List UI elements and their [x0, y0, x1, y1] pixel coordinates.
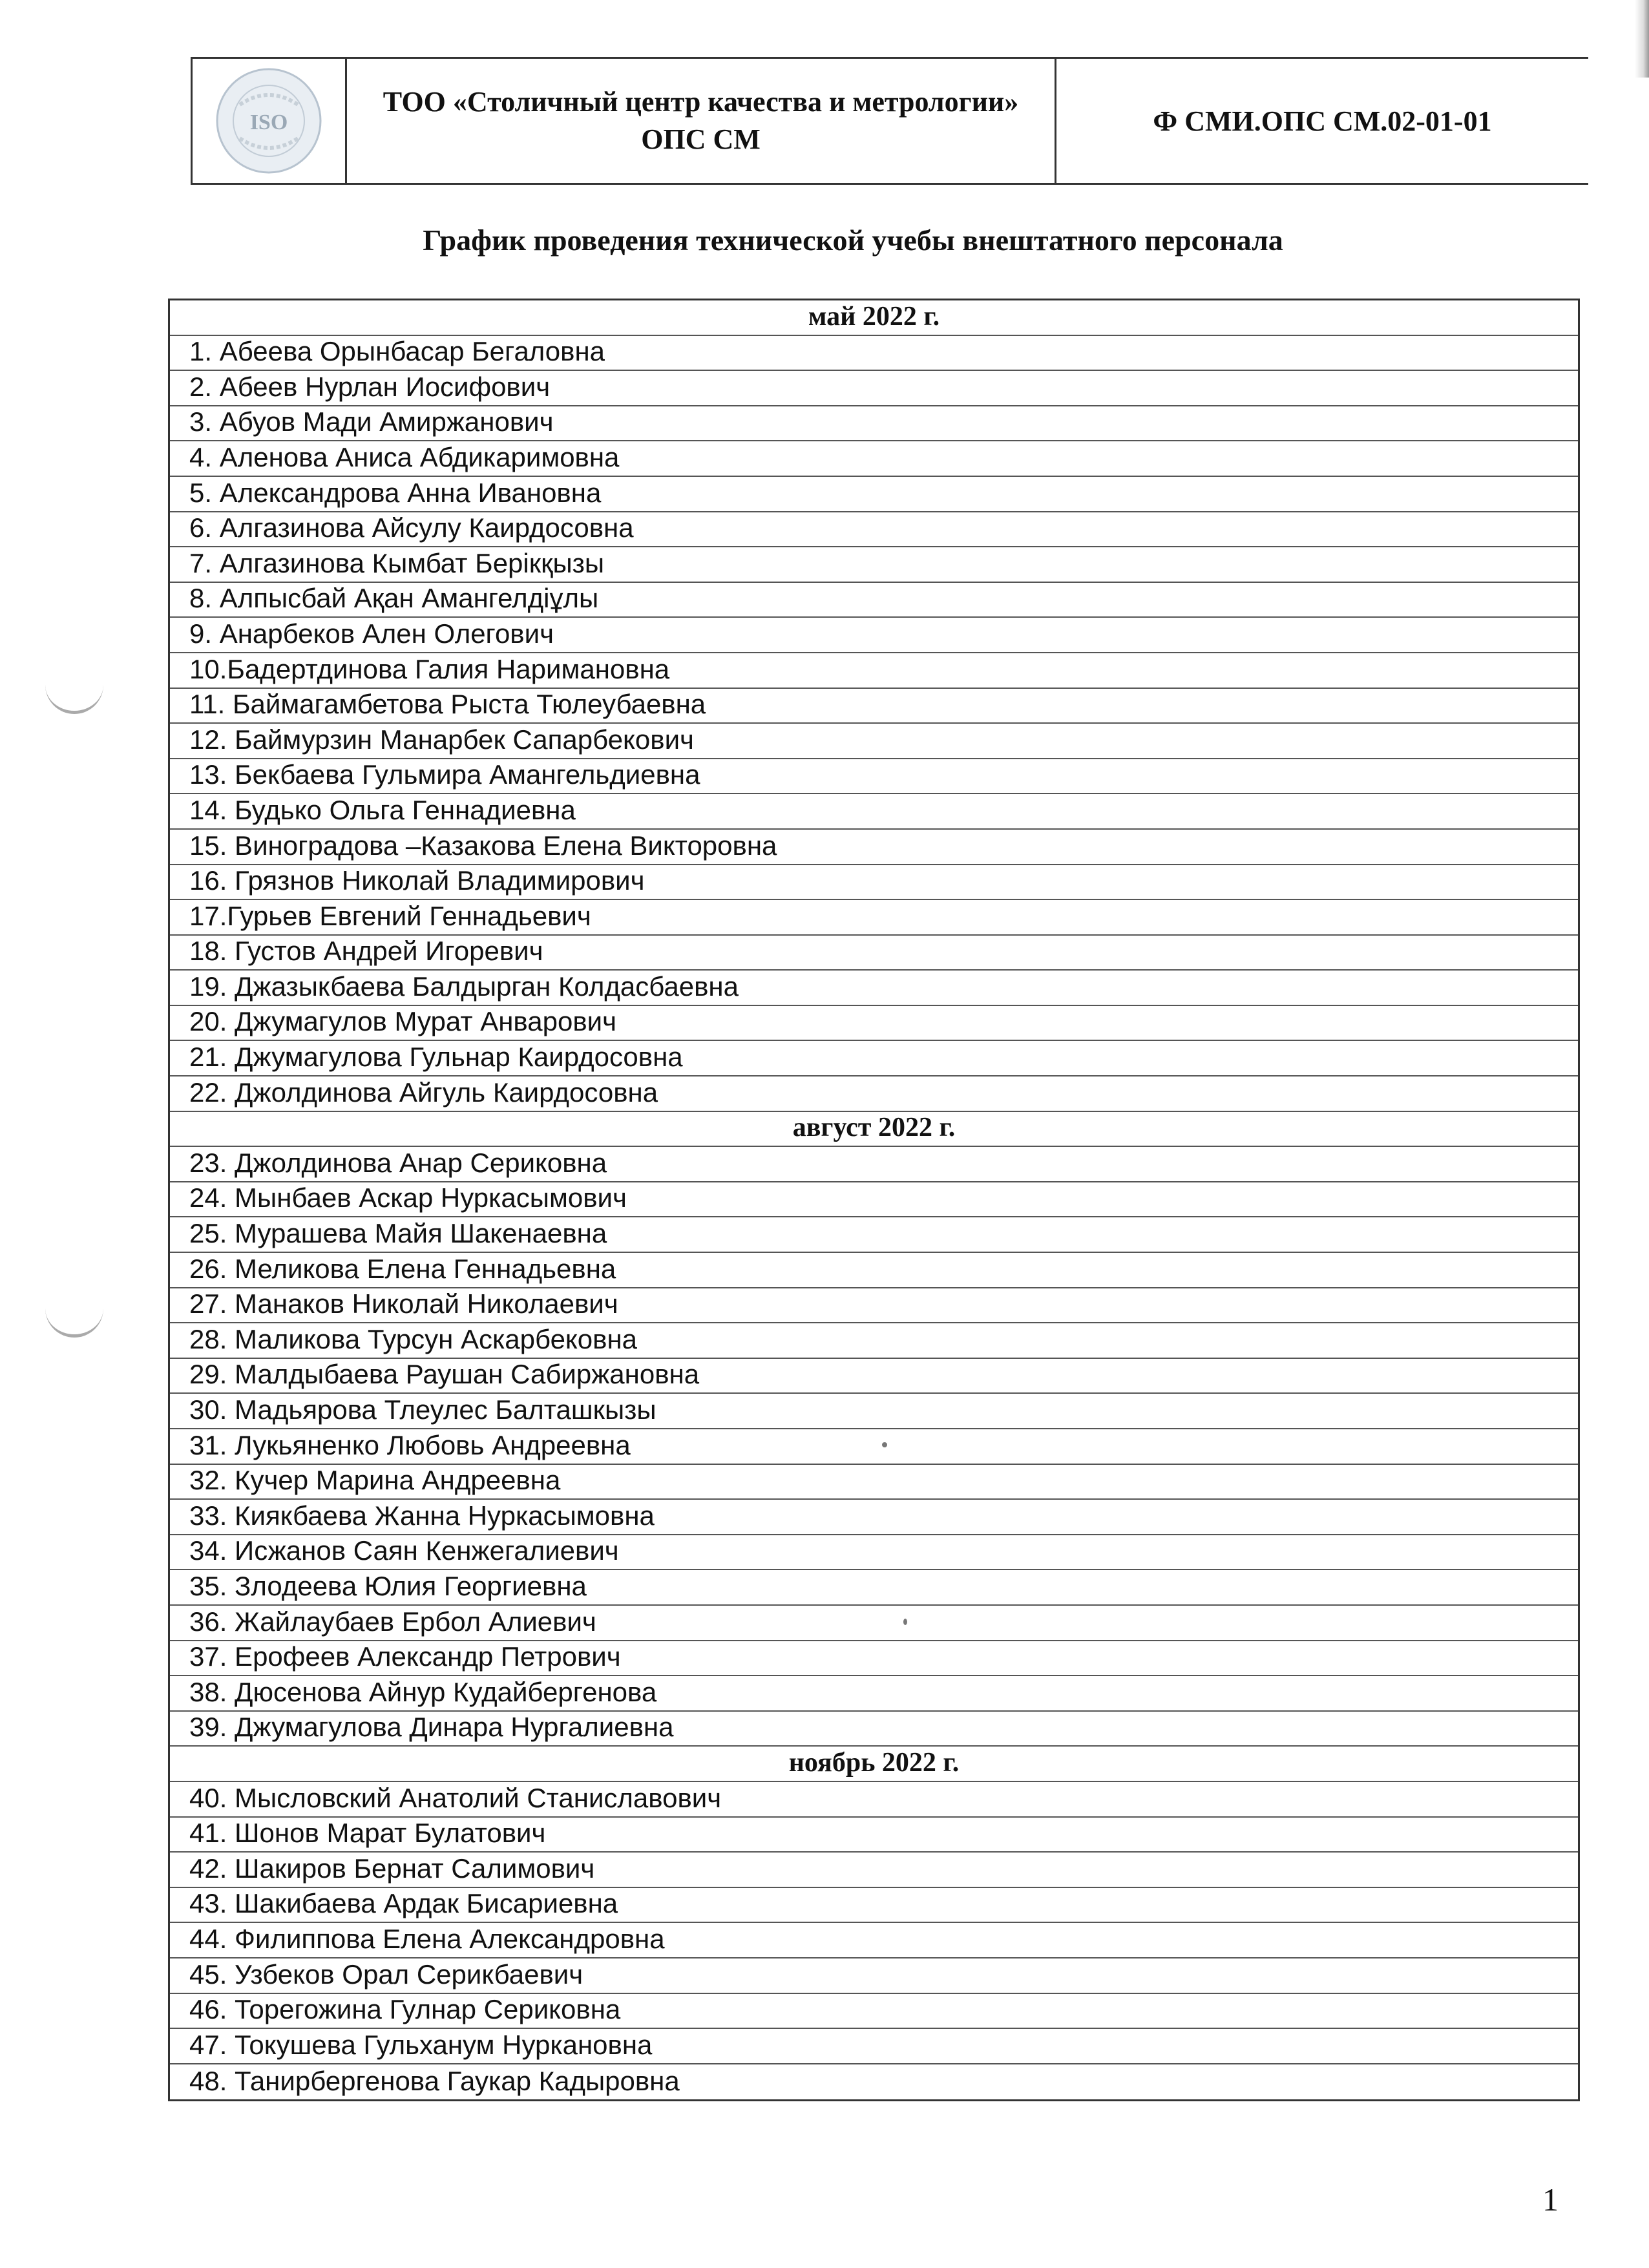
table-row: 27. Манаков Николай Николаевич: [170, 1288, 1578, 1324]
table-row: 25. Мурашева Майя Шакенаевна: [170, 1217, 1578, 1253]
table-row: 12. Баймурзин Манарбек Сапарбекович: [170, 724, 1578, 759]
table-row: 38. Дюсенова Айнур Кудайбергенова: [170, 1676, 1578, 1712]
table-row: 34. Исжанов Саян Кенжегалиевич: [170, 1535, 1578, 1571]
table-row: 44. Филиппова Елена Александровна: [170, 1923, 1578, 1958]
table-row: 10.Бадертдинова Галия Наримановна: [170, 653, 1578, 689]
table-row: 33. Киякбаева Жанна Нуркасымовна: [170, 1500, 1578, 1535]
scan-speck: [882, 1442, 887, 1447]
table-row: 4. Аленова Аниса Абдикаримовна: [170, 441, 1578, 477]
table-row: 39. Джумагулова Динара Нургалиевна: [170, 1712, 1578, 1747]
table-row: 32. Кучер Марина Андреевна: [170, 1465, 1578, 1500]
organization-unit: ОПС СМ: [641, 123, 761, 155]
table-row: 13. Бекбаева Гульмира Амангельдиевна: [170, 759, 1578, 795]
table-row: 17.Гурьев Евгений Геннадьевич: [170, 900, 1578, 936]
month-section-header: август 2022 г.: [170, 1112, 1578, 1148]
table-row: 26. Меликова Елена Геннадьевна: [170, 1253, 1578, 1288]
table-row: 5. Александрова Анна Ивановна: [170, 477, 1578, 512]
table-row: 29. Малдыбаева Раушан Сабиржановна: [170, 1359, 1578, 1394]
table-row: 47. Токушева Гульханум Нуркановна: [170, 2029, 1578, 2064]
form-code: Ф СМИ.ОПС СМ.02-01-01: [1153, 105, 1492, 137]
table-row: 37. Ерофеев Александр Петрович: [170, 1641, 1578, 1677]
table-row: 16. Грязнов Николай Владимирович: [170, 865, 1578, 901]
table-row: 2. Абеев Нурлан Иосифович: [170, 371, 1578, 406]
table-row: 14. Будько Ольга Геннадиевна: [170, 794, 1578, 830]
svg-text:ISO: ISO: [249, 110, 288, 134]
header-logo-cell: [193, 59, 347, 183]
punch-hole-mark: [45, 678, 103, 714]
schedule-table: [168, 299, 1580, 2101]
table-row: 30. Мадьярова Тлеулес Балташкызы: [170, 1394, 1578, 1429]
table-row: 11. Баймагамбетова Рыста Тюлеубаевна: [170, 689, 1578, 724]
table-row: 3. Абуов Мади Амиржанович: [170, 406, 1578, 442]
form-code-cell: [1056, 59, 1588, 183]
table-row: 31. Лукьяненко Любовь Андреевна: [170, 1429, 1578, 1465]
month-section-header: май 2022 г.: [170, 300, 1578, 336]
table-row: 35. Злодеева Юлия Георгиевна: [170, 1570, 1578, 1606]
table-row: 8. Алпысбай Ақан Амангелдіұлы: [170, 583, 1578, 618]
table-row: 24. Мынбаев Аскар Нуркасымович: [170, 1182, 1578, 1218]
table-row: 22. Джолдинова Айгуль Каирдосовна: [170, 1076, 1578, 1112]
table-row: 46. Торегожина Гулнар Сериковна: [170, 1994, 1578, 2030]
iso-seal-logo: [214, 66, 324, 176]
table-row: 15. Виноградова –Казакова Елена Викторовна: [170, 830, 1578, 865]
table-row: 1. Абеева Орынбасар Бегаловна: [170, 336, 1578, 372]
document-title: График проведения технической учебы внештатного персонала: [423, 224, 1283, 257]
table-row: 6. Алгазинова Айсулу Каирдосовна: [170, 512, 1578, 548]
table-row: 7. Алгазинова Кымбат Берікқызы: [170, 547, 1578, 583]
table-row: 42. Шакиров Бернат Салимович: [170, 1853, 1578, 1888]
table-row: 19. Джазыкбаева Балдырган Колдасбаевна: [170, 971, 1578, 1006]
table-row: 20. Джумагулов Мурат Анварович: [170, 1006, 1578, 1042]
table-row: 36. Жайлаубаев Ербол Алиевич: [170, 1606, 1578, 1641]
table-row: 41. Шонов Марат Булатович: [170, 1818, 1578, 1853]
organization-name: ТОО «Столичный центр качества и метрологии»: [383, 86, 1019, 118]
table-row: 43. Шакибаева Ардак Бисариевна: [170, 1888, 1578, 1924]
table-row: 28. Маликова Турсун Аскарбековна: [170, 1323, 1578, 1359]
table-row: 45. Узбеков Орал Серикбаевич: [170, 1958, 1578, 1994]
table-row: 18. Густов Андрей Игоревич: [170, 936, 1578, 971]
table-row: 40. Мысловский Анатолий Станиславович: [170, 1782, 1578, 1818]
page-number: 1: [1542, 2181, 1559, 2218]
table-row: 23. Джолдинова Анар Сериковна: [170, 1147, 1578, 1182]
punch-hole-mark: [45, 1302, 103, 1338]
document-header: [191, 57, 1588, 185]
table-row: 48. Танирбергенова Гаукар Кадыровна: [189, 2066, 680, 2097]
table-row: 9. Анарбеков Ален Олегович: [170, 618, 1578, 653]
month-section-header: ноябрь 2022 г.: [170, 1747, 1578, 1782]
scan-edge-shadow: [1635, 0, 1649, 78]
table-row: 21. Джумагулова Гульнар Каирдосовна: [170, 1041, 1578, 1076]
scan-speck: [903, 1619, 907, 1625]
organization-name-cell: [347, 59, 1056, 183]
